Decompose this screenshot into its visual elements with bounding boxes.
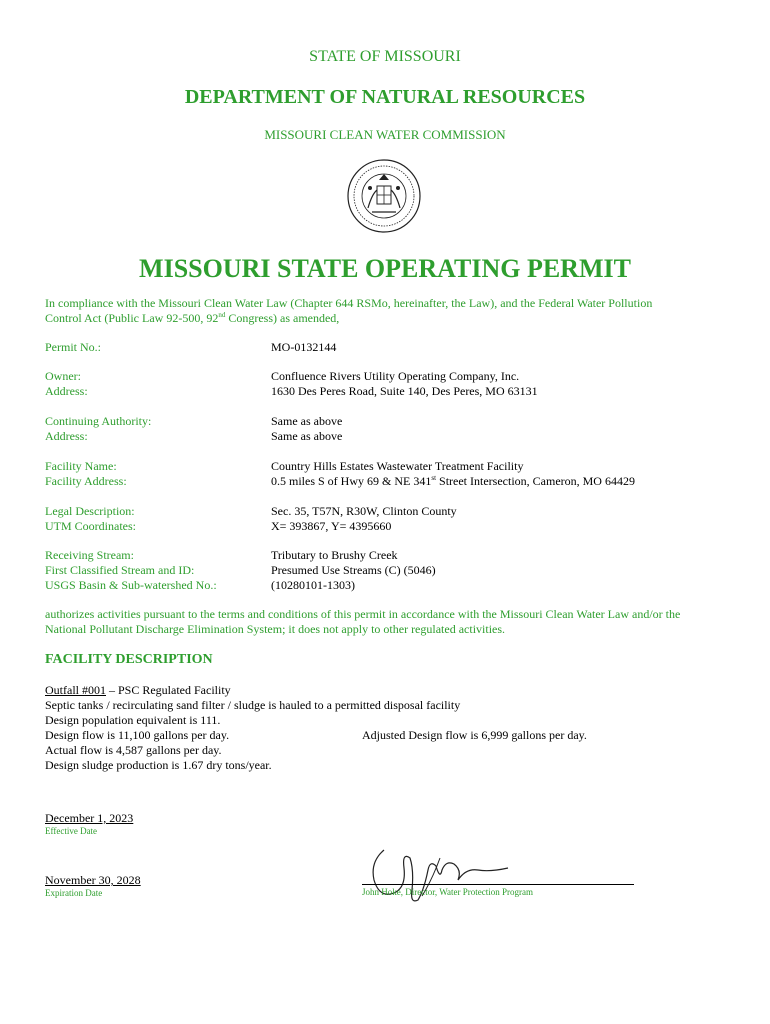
adjusted-flow-line: Adjusted Design flow is 6,999 gallons per day. bbox=[362, 728, 587, 742]
permit-no-value: MO-0132144 bbox=[271, 340, 337, 354]
owner-address-value: 1630 Des Peres Road, Suite 140, Des Peres, MO 63131 bbox=[271, 384, 538, 398]
state-heading: STATE OF MISSOURI bbox=[309, 48, 461, 65]
expiration-date: November 30, 2028 bbox=[45, 873, 141, 887]
ca-address-label: Address: bbox=[45, 429, 88, 443]
permit-title: MISSOURI STATE OPERATING PERMIT bbox=[139, 254, 631, 283]
facility-address-label: Facility Address: bbox=[45, 474, 127, 488]
basin-label: USGS Basin & Sub-watershed No.: bbox=[45, 578, 217, 592]
intro-line-1: In compliance with the Missouri Clean Water Law (Chapter 644 RSMo, hereinafter, the Law), and the Federal Water Pollution bbox=[45, 296, 653, 310]
owner-address-label: Address: bbox=[45, 384, 88, 398]
facility-address-superscript: st bbox=[431, 474, 437, 482]
outfall-line bbox=[45, 683, 231, 698]
facility-name-label: Facility Name: bbox=[45, 459, 117, 473]
authorizes-paragraph bbox=[45, 607, 735, 637]
receiving-stream-value: Tributary to Brushy Creek bbox=[271, 548, 398, 562]
authorizes-line-1: authorizes activities pursuant to the terms and conditions of this permit in accordance with the Missouri Clean Water Law and/or the bbox=[45, 607, 681, 621]
ca-address-value: Same as above bbox=[271, 429, 343, 443]
receiving-stream-label: Receiving Stream: bbox=[45, 548, 134, 562]
utm-value: X= 393867, Y= 4395660 bbox=[271, 519, 392, 533]
effective-date: December 1, 2023 bbox=[45, 811, 134, 825]
utm-label: UTM Coordinates: bbox=[45, 519, 136, 533]
outfall-rest: – PSC Regulated Facility bbox=[106, 683, 231, 697]
continuing-authority-value: Same as above bbox=[271, 414, 343, 428]
population-line: Design population equivalent is 111. bbox=[45, 713, 221, 727]
legal-description-value: Sec. 35, T57N, R30W, Clinton County bbox=[271, 504, 457, 518]
commission-heading: MISSOURI CLEAN WATER COMMISSION bbox=[264, 127, 506, 142]
intro-line-2-a: Control Act (Public Law 92-500, 92 bbox=[45, 311, 219, 325]
facility-name-value: Country Hills Estates Wastewater Treatment Facility bbox=[271, 459, 524, 473]
expiration-date-label: Expiration Date bbox=[45, 888, 103, 898]
legal-description-label: Legal Description: bbox=[45, 504, 135, 518]
facility-description-heading: FACILITY DESCRIPTION bbox=[45, 652, 213, 667]
owner-label: Owner: bbox=[45, 369, 81, 383]
effective-date-label: Effective Date bbox=[45, 826, 98, 836]
actual-flow-line: Actual flow is 4,587 gallons per day. bbox=[45, 743, 222, 757]
authorizes-line-2: National Pollutant Discharge Elimination System; it does not apply to other regulated activities. bbox=[45, 622, 506, 636]
design-flow-line: Design flow is 11,100 gallons per day. bbox=[45, 728, 230, 742]
intro-line-2 bbox=[45, 311, 735, 326]
department-heading: DEPARTMENT OF NATURAL RESOURCES bbox=[184, 86, 586, 108]
classified-stream-label: First Classified Stream and ID: bbox=[45, 563, 195, 577]
intro-line-2-b: Congress) as amended, bbox=[225, 311, 340, 325]
basin-value: (10280101-1303) bbox=[271, 578, 355, 592]
classified-stream-value: Presumed Use Streams (C) (5046) bbox=[271, 563, 436, 577]
continuing-authority-label: Continuing Authority: bbox=[45, 414, 152, 428]
director-signature bbox=[362, 840, 512, 910]
signature-caption: John Hoke, Director, Water Protection Program bbox=[362, 887, 533, 897]
intro-paragraph bbox=[45, 296, 735, 326]
permit-no-label: Permit No.: bbox=[45, 340, 101, 354]
missouri-state-seal bbox=[346, 158, 422, 234]
outfall-label: Outfall #001 bbox=[45, 683, 106, 697]
owner-value: Confluence Rivers Utility Operating Company, Inc. bbox=[271, 369, 520, 383]
facility-address-a: 0.5 miles S of Hwy 69 & NE 341 bbox=[271, 474, 432, 488]
sludge-line: Design sludge production is 1.67 dry tons/year. bbox=[45, 758, 272, 772]
signature-line bbox=[362, 884, 634, 885]
intro-superscript: nd bbox=[218, 311, 226, 319]
facility-address-b: Street Intersection, Cameron, MO 64429 bbox=[436, 474, 635, 488]
treatment-line: Septic tanks / recirculating sand filter / sludge is hauled to a permitted disposal facility bbox=[45, 698, 461, 712]
facility-address-value bbox=[271, 474, 635, 489]
